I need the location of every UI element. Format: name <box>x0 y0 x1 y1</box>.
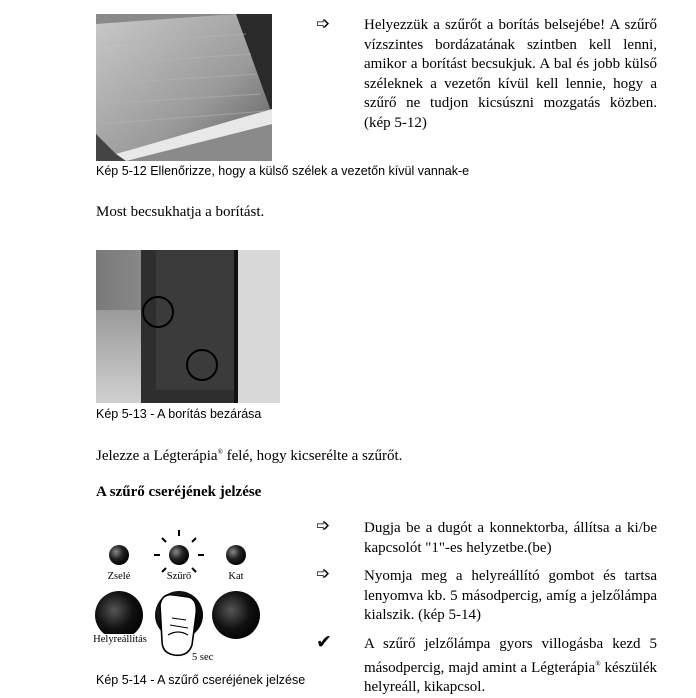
pressing-finger-icon <box>160 595 196 656</box>
hold-duration-label: 5 sec <box>192 652 214 663</box>
gel-lamp-label: Zselé <box>107 571 131 582</box>
close-cover-text: Most becsukhatja a borítást. <box>96 204 265 220</box>
signal-text-after: felé, hogy kicserélte a szűrőt. <box>222 448 403 464</box>
step-1-text: Dugja be a dugót a konnektorba, állítsa a ki/be kapcsolót "1"-es helyzetbe.(be) <box>364 520 657 556</box>
arrow-right-outline-icon: ➩ <box>316 564 331 584</box>
filter-lamp-icon <box>169 545 189 565</box>
arrow-right-outline-icon: ➩ <box>316 14 331 34</box>
filter-placement-instruction: Helyezzük a szűrőt a borítás belsejébe! A szűrő vízszintes bordázatának szintben kell lenni, amikor a borítást becsukjuk. A bal és jobb külső széleknek a vezetőn kívül kell lennie, hogy a szűrő ne tudjon kicsúszni mozgatás közben. (kép 5-12) <box>364 17 657 131</box>
cat-lamp-icon <box>226 545 246 565</box>
step-2-text: Nyomja meg a helyreállító gombot és tartsa lenyomva kb. 5 másodpercig, amíg a jelzőlámpa kialszik. (kép 5-14) <box>364 568 657 623</box>
figure-5-12-photo <box>96 14 272 161</box>
check-mark-icon: ✔ <box>316 631 332 653</box>
step-3-text <box>364 635 657 698</box>
figure-5-12-caption: Kép 5-12 Ellenőrizze, hogy a külső szélek a vezetőn kívül vannak-e <box>96 164 470 178</box>
section-heading: A szűrő cseréjének jelzése <box>96 484 262 500</box>
signal-replacement-text <box>96 443 402 466</box>
reset-button-label: Helyreállítás <box>88 634 152 645</box>
arrow-right-outline-icon: ➩ <box>316 516 331 536</box>
figure-5-13-caption: Kép 5-13 - A borítás bezárása <box>96 407 262 421</box>
step-3-text-before: A szűrő jelzőlámpa gyors villogásba kezd 5 másodpercig, majd amint a Légterápia <box>364 636 657 676</box>
step-3-text-after: készülék helyreáll, kikapcsol. <box>364 659 657 695</box>
cat-lamp-label: Kat <box>228 571 244 582</box>
figure-5-13-photo <box>96 250 280 403</box>
figure-5-14-caption: Kép 5-14 - A szűrő cseréjének jelzése <box>96 673 306 687</box>
filter-insertion-photo <box>96 14 272 161</box>
registered-mark: ® <box>217 448 223 456</box>
reset-panel-diagram <box>88 525 272 667</box>
gel-lamp-icon <box>109 545 129 565</box>
right-button-icon <box>212 591 260 639</box>
cover-closing-photo <box>96 250 280 403</box>
reset-button-icon <box>95 591 143 639</box>
signal-text-before: Jelezze a Légterápia <box>96 448 218 464</box>
figure-5-14-diagram <box>88 525 272 667</box>
filter-lamp-label: Szűrő <box>166 571 192 582</box>
registered-mark: ® <box>595 659 601 668</box>
